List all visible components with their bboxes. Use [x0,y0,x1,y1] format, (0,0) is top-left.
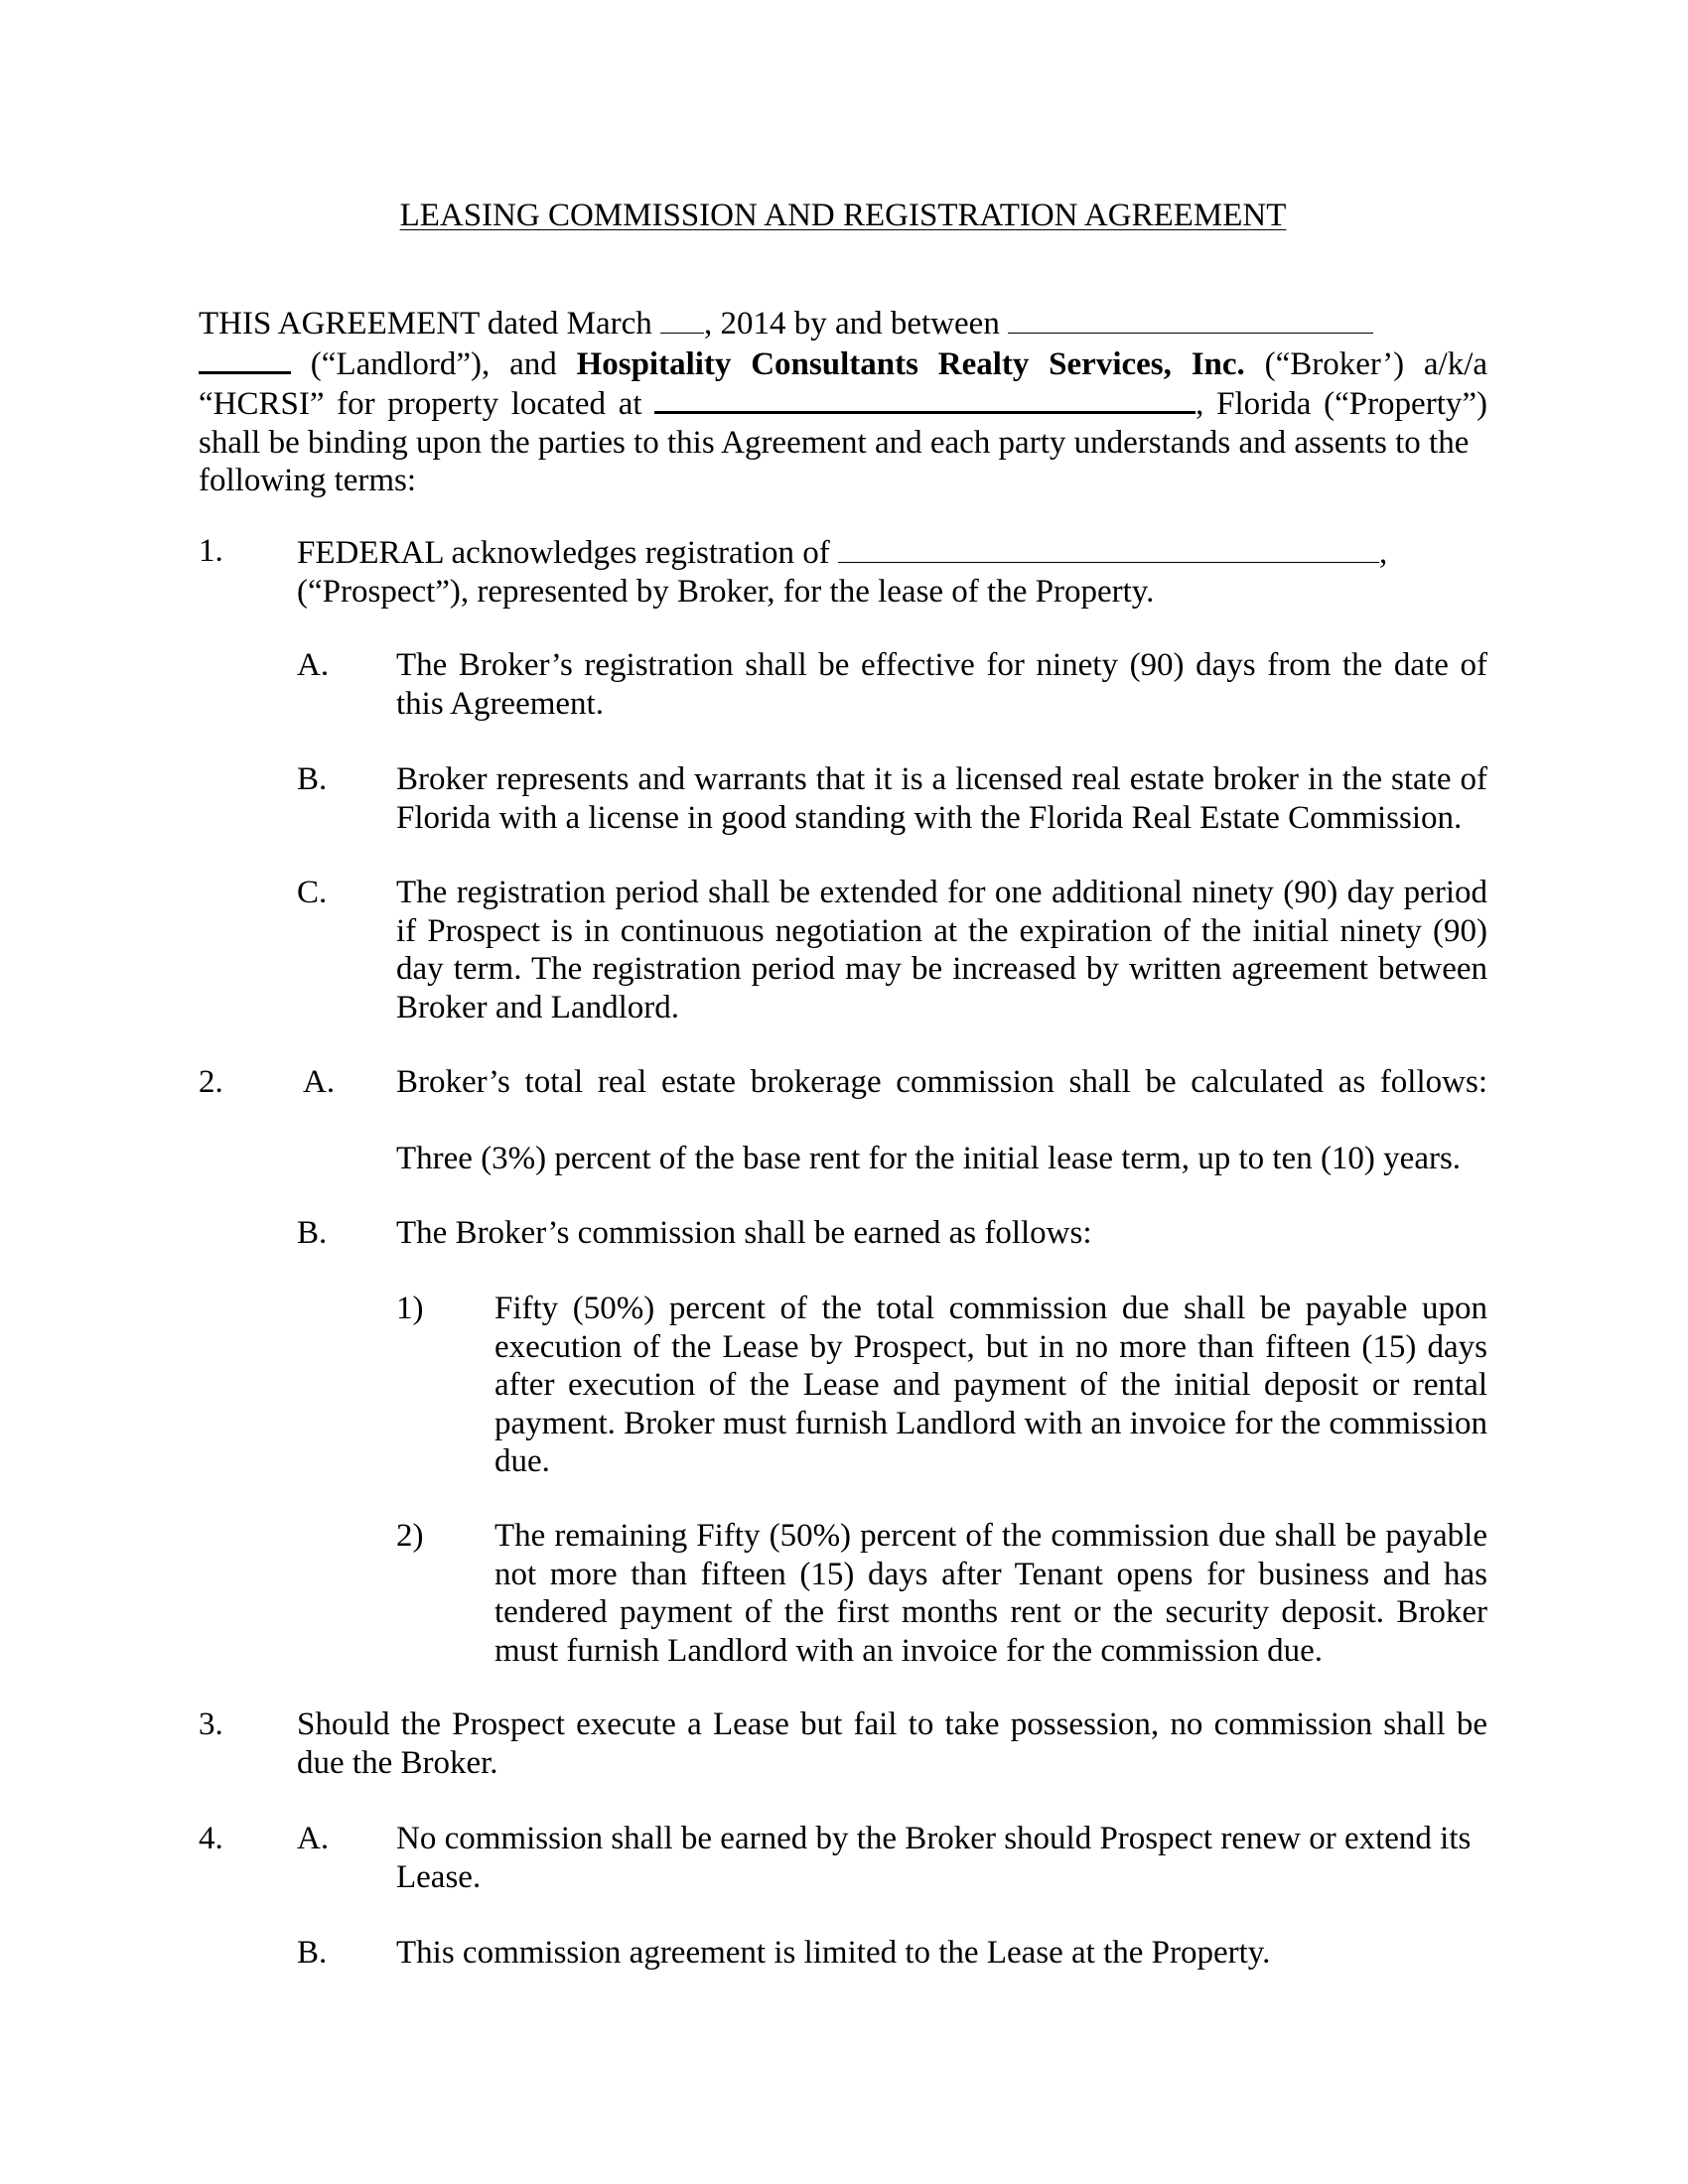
section-1c-text: The registration period shall be extended for one additional ninety (90) day period if Prospect is in continuous negotiation at the expiration of the initial ninety (90) day term. The registration period may be increased by written agreement between Broker and Landlord. [396,875,1487,1025]
section-4b-text: This commission agreement is limited to the Lease at the Property. [396,1935,1271,1971]
section-3-text: Should the Prospect execute a Lease but fail to take possession, no commission shall be due the Broker. [297,1706,1487,1781]
section-2b-text: The Broker’s commission shall be earned as follows: [396,1215,1092,1251]
date-blank [660,303,704,334]
section-1b-label: B. [297,761,328,797]
section-1a-label: A. [297,647,330,683]
section-2b-label: B. [297,1215,328,1251]
section-2b-item-1-text: Fifty (50%) percent of the total commission due shall be payable upon execution of the Lease by Prospect, but in no more than fifteen (15) days after execution of the Lease and payment of the initial deposit or rental payment. Broker must furnish Landlord with an invoice for the commission due. [494,1291,1487,1479]
section-1-text: FEDERAL acknowledges registration of , (“Prospect”), represented by Broker, for the lease of the Property. [297,532,1487,611]
section-2a-label: A. [303,1064,336,1100]
landlord-name-blank-cont [199,343,291,374]
intro-line-1: THIS AGREEMENT dated March , 2014 by and between [199,303,1487,343]
property-address-blank [654,383,1196,414]
document-page [199,0,1487,2184]
section-2b-item-2-label: 2) [396,1518,424,1554]
section-2-number: 2. [199,1064,223,1100]
landlord-name-blank [1008,303,1373,334]
intro-line-2: (“Landlord”), and Hospitality Consultants Realty Services, Inc. (“Broker’) a/k/a [199,343,1487,384]
prospect-name-blank [838,532,1379,563]
section-4-number: 4. [199,1821,223,1856]
intro-line-5: following terms: [199,463,417,498]
section-2a-text: Broker’s total real estate brokerage commission shall be calculated as follows: [396,1064,1487,1100]
section-2a-detail: Three (3%) percent of the base rent for the initial lease term, up to ten (10) years. [396,1141,1462,1176]
section-1b-text: Broker represents and warrants that it is a licensed real estate broker in the state of Florida with a license in good standing with the Florida Real Estate Commission. [396,761,1487,836]
document-title: LEASING COMMISSION AND REGISTRATION AGREEMENT [399,198,1287,233]
section-1c-label: C. [297,875,328,910]
section-3-number: 3. [199,1706,223,1742]
intro-paragraph [199,303,1487,500]
section-1a-text: The Broker’s registration shall be effective for ninety (90) days from the date of this Agreement. [396,647,1487,722]
section-4b-label: B. [297,1935,328,1971]
section-4a-text: No commission shall be earned by the Broker should Prospect renew or extend its Lease. [396,1821,1472,1895]
section-1-number: 1. [199,533,223,569]
intro-line-3: “HCRSI” for property located at , Florida (“Property”) [199,383,1487,424]
section-2b-item-1-label: 1) [396,1291,424,1326]
broker-name: Hospitality Consultants Realty Services, Inc. [576,345,1245,382]
intro-line-4: shall be binding upon the parties to this Agreement and each party understands and assents to the [199,424,1470,461]
section-4a-label: A. [297,1821,330,1856]
section-2b-item-2-text: The remaining Fifty (50%) percent of the commission due shall be payable not more than fifteen (15) days after Tenant opens for business and has tendered payment of the first months rent or the security deposit. Broker must furnish Landlord with an invoice for the commission due. [494,1518,1487,1669]
